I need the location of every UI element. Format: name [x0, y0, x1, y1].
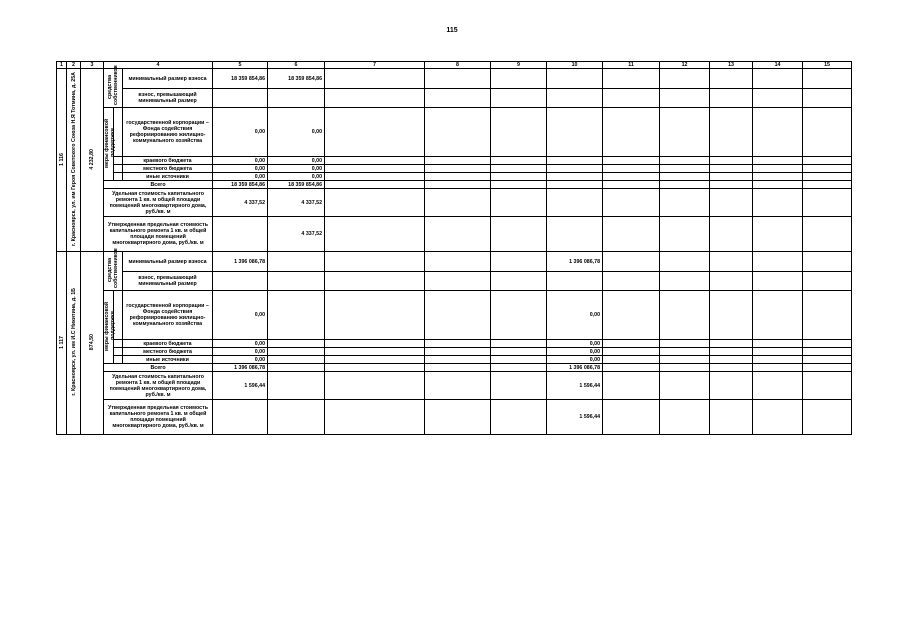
col6-value — [268, 400, 325, 435]
col14-value — [753, 291, 803, 340]
col7-value — [325, 400, 425, 435]
col11-value — [603, 356, 660, 364]
col13-value — [710, 291, 753, 340]
fund-label: государственной корпорации – Фонда содействия реформированию жилищно-коммунального хозяйства — [123, 108, 213, 157]
regional-budget-label: краевого бюджета — [123, 157, 213, 165]
col9-value — [491, 69, 547, 89]
col10-value: 0,00 — [547, 340, 603, 348]
col5-value: 0,00 — [213, 173, 268, 181]
header-cell: 8 — [425, 62, 491, 69]
col10-value: 0,00 — [547, 291, 603, 340]
col14-value — [753, 217, 803, 252]
value-cell — [213, 272, 268, 291]
col7-value — [325, 252, 425, 272]
col7-value — [325, 181, 425, 189]
col7-value — [325, 217, 425, 252]
table-row — [57, 364, 852, 372]
table-row — [57, 157, 852, 165]
col7-value — [325, 108, 425, 157]
col8-value — [425, 356, 491, 364]
col12-value — [660, 372, 710, 400]
col15-value — [803, 291, 852, 340]
col12-value — [660, 291, 710, 340]
col11-value — [603, 348, 660, 356]
header-cell: 3 — [81, 62, 104, 69]
table-row — [57, 165, 852, 173]
other-sources-label: иные источники — [123, 356, 213, 364]
col13-value — [710, 356, 753, 364]
regional-budget-label: краевого бюджета — [123, 340, 213, 348]
owners-funds-label: средства собственников — [104, 252, 123, 291]
limit-cost-label: Утвержденная предельная стоимость капитального ремонта 1 кв. м общей площади помещений многоквартирного дома, руб./кв. м — [104, 217, 213, 252]
col8-value — [425, 108, 491, 157]
unit-cost-label: Удельная стоимость капитального ремонта 1 кв. м общей площади помещений многоквартирного дома, руб./кв. м — [104, 189, 213, 217]
col10-value: 0,00 — [547, 348, 603, 356]
header-row — [57, 62, 852, 69]
col11-value — [603, 181, 660, 189]
table-row — [57, 372, 852, 400]
col6-value: 0,00 — [268, 157, 325, 165]
col10-value — [547, 189, 603, 217]
header-cell: 10 — [547, 62, 603, 69]
col10-value: 0,00 — [547, 356, 603, 364]
col13-value — [710, 400, 753, 435]
col14-value — [753, 89, 803, 108]
col6-value — [268, 252, 325, 272]
header-cell: 11 — [603, 62, 660, 69]
col10-value — [547, 173, 603, 181]
col9-value — [491, 372, 547, 400]
header-cell: 1 — [57, 62, 67, 69]
capital-repair-table — [56, 61, 852, 435]
col5-value: 0,00 — [213, 108, 268, 157]
table-row — [57, 217, 852, 252]
col5-value: 4 337,52 — [213, 189, 268, 217]
col8-value — [425, 165, 491, 173]
col14-value — [753, 356, 803, 364]
col5-value: 1 596,44 — [213, 372, 268, 400]
col12-value — [660, 340, 710, 348]
col7-value — [325, 173, 425, 181]
col11-value — [603, 69, 660, 89]
col9-value — [491, 189, 547, 217]
header-cell: 2 — [67, 62, 81, 69]
header-cell: 4 — [104, 62, 213, 69]
col14-value — [753, 173, 803, 181]
col8-value — [425, 372, 491, 400]
col14-value — [753, 340, 803, 348]
col5-value: 18 359 854,86 — [213, 69, 268, 89]
col15-value — [803, 340, 852, 348]
col12-value — [660, 157, 710, 165]
col6-value: 18 359 854,86 — [268, 69, 325, 89]
col6-value: 4 337,52 — [268, 217, 325, 252]
col15-value — [803, 356, 852, 364]
table-row — [57, 291, 852, 340]
col12-value — [660, 217, 710, 252]
col11-value — [603, 217, 660, 252]
col8-value — [425, 69, 491, 89]
address-cell: г. Красноярск, ул. им Героя Советского Союза Н.Я Тотмина, д. 25А — [67, 69, 81, 252]
col12-value — [660, 272, 710, 291]
col11-value — [603, 189, 660, 217]
table-row — [57, 189, 852, 217]
col15-value — [803, 372, 852, 400]
col10-value — [547, 217, 603, 252]
col15-value — [803, 400, 852, 435]
over-min-label: взнос, превышающий минимальный размер — [123, 89, 213, 108]
col6-value: 0,00 — [268, 165, 325, 173]
col11-value — [603, 89, 660, 108]
col7-value — [325, 356, 425, 364]
address-cell: г. Красноярск, ул. им И.С Никитина, д. 1Б — [67, 252, 81, 435]
col12-value — [660, 400, 710, 435]
table-row — [57, 181, 852, 189]
col13-value — [710, 364, 753, 372]
col12-value — [660, 252, 710, 272]
col5-value: 0,00 — [213, 348, 268, 356]
col14-value — [753, 400, 803, 435]
col5-value — [213, 217, 268, 252]
min-contribution-label: минимальный размер взноса — [123, 69, 213, 89]
col9-value — [491, 173, 547, 181]
col15-value — [803, 181, 852, 189]
col5-value: 0,00 — [213, 165, 268, 173]
col11-value — [603, 272, 660, 291]
col12-value — [660, 356, 710, 364]
col12-value — [660, 181, 710, 189]
area-cell: 874,50 — [81, 252, 104, 435]
col10-value — [547, 181, 603, 189]
col9-value — [491, 291, 547, 340]
table-row — [57, 252, 852, 272]
col8-value — [425, 217, 491, 252]
col7-value — [325, 69, 425, 89]
area-cell: 4 232,80 — [81, 69, 104, 252]
col11-value — [603, 372, 660, 400]
min-contribution-label: минимальный размер взноса — [123, 252, 213, 272]
header-cell: 6 — [268, 62, 325, 69]
col5-value: 0,00 — [213, 157, 268, 165]
col13-value — [710, 272, 753, 291]
col15-value — [803, 252, 852, 272]
col7-value — [325, 340, 425, 348]
col5-value — [213, 400, 268, 435]
col13-value — [710, 217, 753, 252]
col11-value — [603, 400, 660, 435]
col6-value: 4 337,52 — [268, 189, 325, 217]
col14-value — [753, 165, 803, 173]
col12-value — [660, 189, 710, 217]
col7-value — [325, 364, 425, 372]
col11-value — [603, 173, 660, 181]
table-row — [57, 400, 852, 435]
col8-value — [425, 157, 491, 165]
value-cell — [425, 89, 491, 108]
col6-value — [268, 372, 325, 400]
col10-value: 1 396 086,78 — [547, 252, 603, 272]
col13-value — [710, 89, 753, 108]
col9-value — [491, 165, 547, 173]
value-cell — [491, 89, 547, 108]
col7-value — [325, 189, 425, 217]
col8-value — [425, 252, 491, 272]
other-sources-label: иные источники — [123, 173, 213, 181]
col6-value: 0,00 — [268, 173, 325, 181]
col10-value — [547, 108, 603, 157]
table-row — [57, 356, 852, 364]
col13-value — [710, 69, 753, 89]
col13-value — [710, 340, 753, 348]
col13-value — [710, 173, 753, 181]
col14-value — [753, 69, 803, 89]
col13-value — [710, 252, 753, 272]
value-cell — [325, 89, 425, 108]
col15-value — [803, 189, 852, 217]
value-cell — [547, 272, 603, 291]
col11-value — [603, 364, 660, 372]
col9-value — [491, 348, 547, 356]
col11-value — [603, 252, 660, 272]
col7-value — [325, 157, 425, 165]
col7-value — [325, 372, 425, 400]
col7-value — [325, 291, 425, 340]
col10-value — [547, 165, 603, 173]
value-cell — [425, 272, 491, 291]
col10-value: 1 596,44 — [547, 372, 603, 400]
col12-value — [660, 165, 710, 173]
value-cell — [268, 272, 325, 291]
col6-value — [268, 340, 325, 348]
col8-value — [425, 189, 491, 217]
table-row — [57, 348, 852, 356]
col15-value — [803, 173, 852, 181]
col6-value — [268, 291, 325, 340]
col5-value: 1 396 086,78 — [213, 252, 268, 272]
table-row — [57, 69, 852, 89]
col10-value — [547, 69, 603, 89]
col12-value — [660, 173, 710, 181]
value-cell — [213, 89, 268, 108]
col14-value — [753, 181, 803, 189]
col12-value — [660, 348, 710, 356]
fund-label: государственной корпорации – Фонда содействия реформированию жилищно-коммунального хозяйства — [123, 291, 213, 340]
limit-cost-label: Утвержденная предельная стоимость капитального ремонта 1 кв. м общей площади помещений многоквартирного дома, руб./кв. м — [104, 400, 213, 435]
header-cell: 14 — [753, 62, 803, 69]
header-cell: 13 — [710, 62, 753, 69]
col12-value — [660, 69, 710, 89]
col15-value — [803, 89, 852, 108]
local-budget-label: местного бюджета — [123, 348, 213, 356]
col7-value — [325, 165, 425, 173]
col8-value — [425, 291, 491, 340]
col5-value: 0,00 — [213, 356, 268, 364]
col9-value — [491, 356, 547, 364]
col5-value: 0,00 — [213, 291, 268, 340]
row-number: 1 116 — [57, 69, 67, 252]
col13-value — [710, 189, 753, 217]
col13-value — [710, 372, 753, 400]
col14-value — [753, 189, 803, 217]
col9-value — [491, 108, 547, 157]
col8-value — [425, 181, 491, 189]
total-label: Всего — [104, 364, 213, 372]
col14-value — [753, 157, 803, 165]
col9-value — [491, 400, 547, 435]
col14-value — [753, 364, 803, 372]
total-label: Всего — [104, 181, 213, 189]
col14-value — [753, 372, 803, 400]
col15-value — [803, 364, 852, 372]
col8-value — [425, 340, 491, 348]
col9-value — [491, 364, 547, 372]
col10-value: 1 396 086,78 — [547, 364, 603, 372]
value-cell — [491, 272, 547, 291]
col11-value — [603, 108, 660, 157]
col15-value — [803, 157, 852, 165]
col10-value: 1 596,44 — [547, 400, 603, 435]
col9-value — [491, 252, 547, 272]
col14-value — [753, 272, 803, 291]
table-row — [57, 89, 852, 108]
col6-value — [268, 356, 325, 364]
page-number: 115 — [446, 27, 458, 34]
col9-value — [491, 181, 547, 189]
fin-support-label: меры финансовой поддержки — [104, 108, 114, 181]
header-cell: 9 — [491, 62, 547, 69]
unit-cost-label: Удельная стоимость капитального ремонта 1 кв. м общей площади помещений многоквартирного дома, руб./кв. м — [104, 372, 213, 400]
table-row — [57, 272, 852, 291]
col13-value — [710, 181, 753, 189]
col9-value — [491, 157, 547, 165]
col5-value: 0,00 — [213, 340, 268, 348]
col5-value: 1 396 086,78 — [213, 364, 268, 372]
col14-value — [753, 348, 803, 356]
col11-value — [603, 165, 660, 173]
table-row — [57, 108, 852, 157]
owners-funds-label: средства собственников — [104, 69, 123, 108]
col11-value — [603, 291, 660, 340]
col15-value — [803, 217, 852, 252]
col14-value — [753, 108, 803, 157]
local-budget-label: местного бюджета — [123, 165, 213, 173]
value-cell — [268, 89, 325, 108]
over-min-label: взнос, превышающий минимальный размер — [123, 272, 213, 291]
header-cell: 12 — [660, 62, 710, 69]
col13-value — [710, 165, 753, 173]
fin-support-label: меры финансовой поддержки — [104, 291, 114, 364]
col6-value — [268, 364, 325, 372]
col9-value — [491, 217, 547, 252]
col11-value — [603, 340, 660, 348]
col12-value — [660, 364, 710, 372]
col8-value — [425, 364, 491, 372]
col8-value — [425, 173, 491, 181]
col15-value — [803, 69, 852, 89]
header-cell: 15 — [803, 62, 852, 69]
col14-value — [753, 252, 803, 272]
col11-value — [603, 157, 660, 165]
col6-value: 0,00 — [268, 108, 325, 157]
col6-value: 18 359 854,86 — [268, 181, 325, 189]
value-cell — [547, 89, 603, 108]
row-number: 1 117 — [57, 252, 67, 435]
col8-value — [425, 348, 491, 356]
col15-value — [803, 348, 852, 356]
col15-value — [803, 108, 852, 157]
col13-value — [710, 108, 753, 157]
col15-value — [803, 272, 852, 291]
header-cell: 7 — [325, 62, 425, 69]
col12-value — [660, 108, 710, 157]
col9-value — [491, 340, 547, 348]
col8-value — [425, 400, 491, 435]
col5-value: 18 359 854,86 — [213, 181, 268, 189]
col13-value — [710, 348, 753, 356]
header-cell: 5 — [213, 62, 268, 69]
value-cell — [325, 272, 425, 291]
col7-value — [325, 348, 425, 356]
table-row — [57, 173, 852, 181]
col15-value — [803, 165, 852, 173]
col12-value — [660, 89, 710, 108]
table-row — [57, 340, 852, 348]
col10-value — [547, 157, 603, 165]
col6-value — [268, 348, 325, 356]
col13-value — [710, 157, 753, 165]
